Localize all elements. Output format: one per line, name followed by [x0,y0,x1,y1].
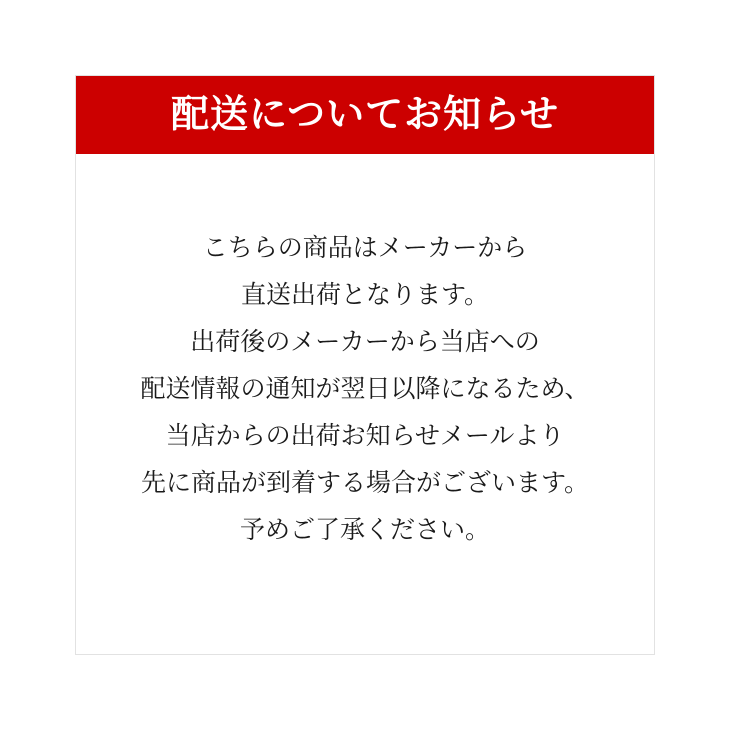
notice-header-title: 配送についてお知らせ [170,94,560,136]
notice-body [76,154,654,654]
notice-line-3: 出荷後のメーカーから当店への [190,327,540,356]
notice-header [76,76,654,154]
notice-line-6: 先に商品が到着する場合がございます。 [140,468,589,497]
notice-line-2: 直送出荷となります。 [240,280,489,309]
notice-line-4: 配送情報の通知が翌日以降になるため、 [140,374,590,403]
notice-line-5: 当店からの出荷お知らせメールより [165,421,565,450]
notice-line-7: 予めご了承ください。 [239,515,490,544]
notice-line-1: こちらの商品はメーカーから [202,233,528,262]
shipping-notice-card [75,75,655,655]
